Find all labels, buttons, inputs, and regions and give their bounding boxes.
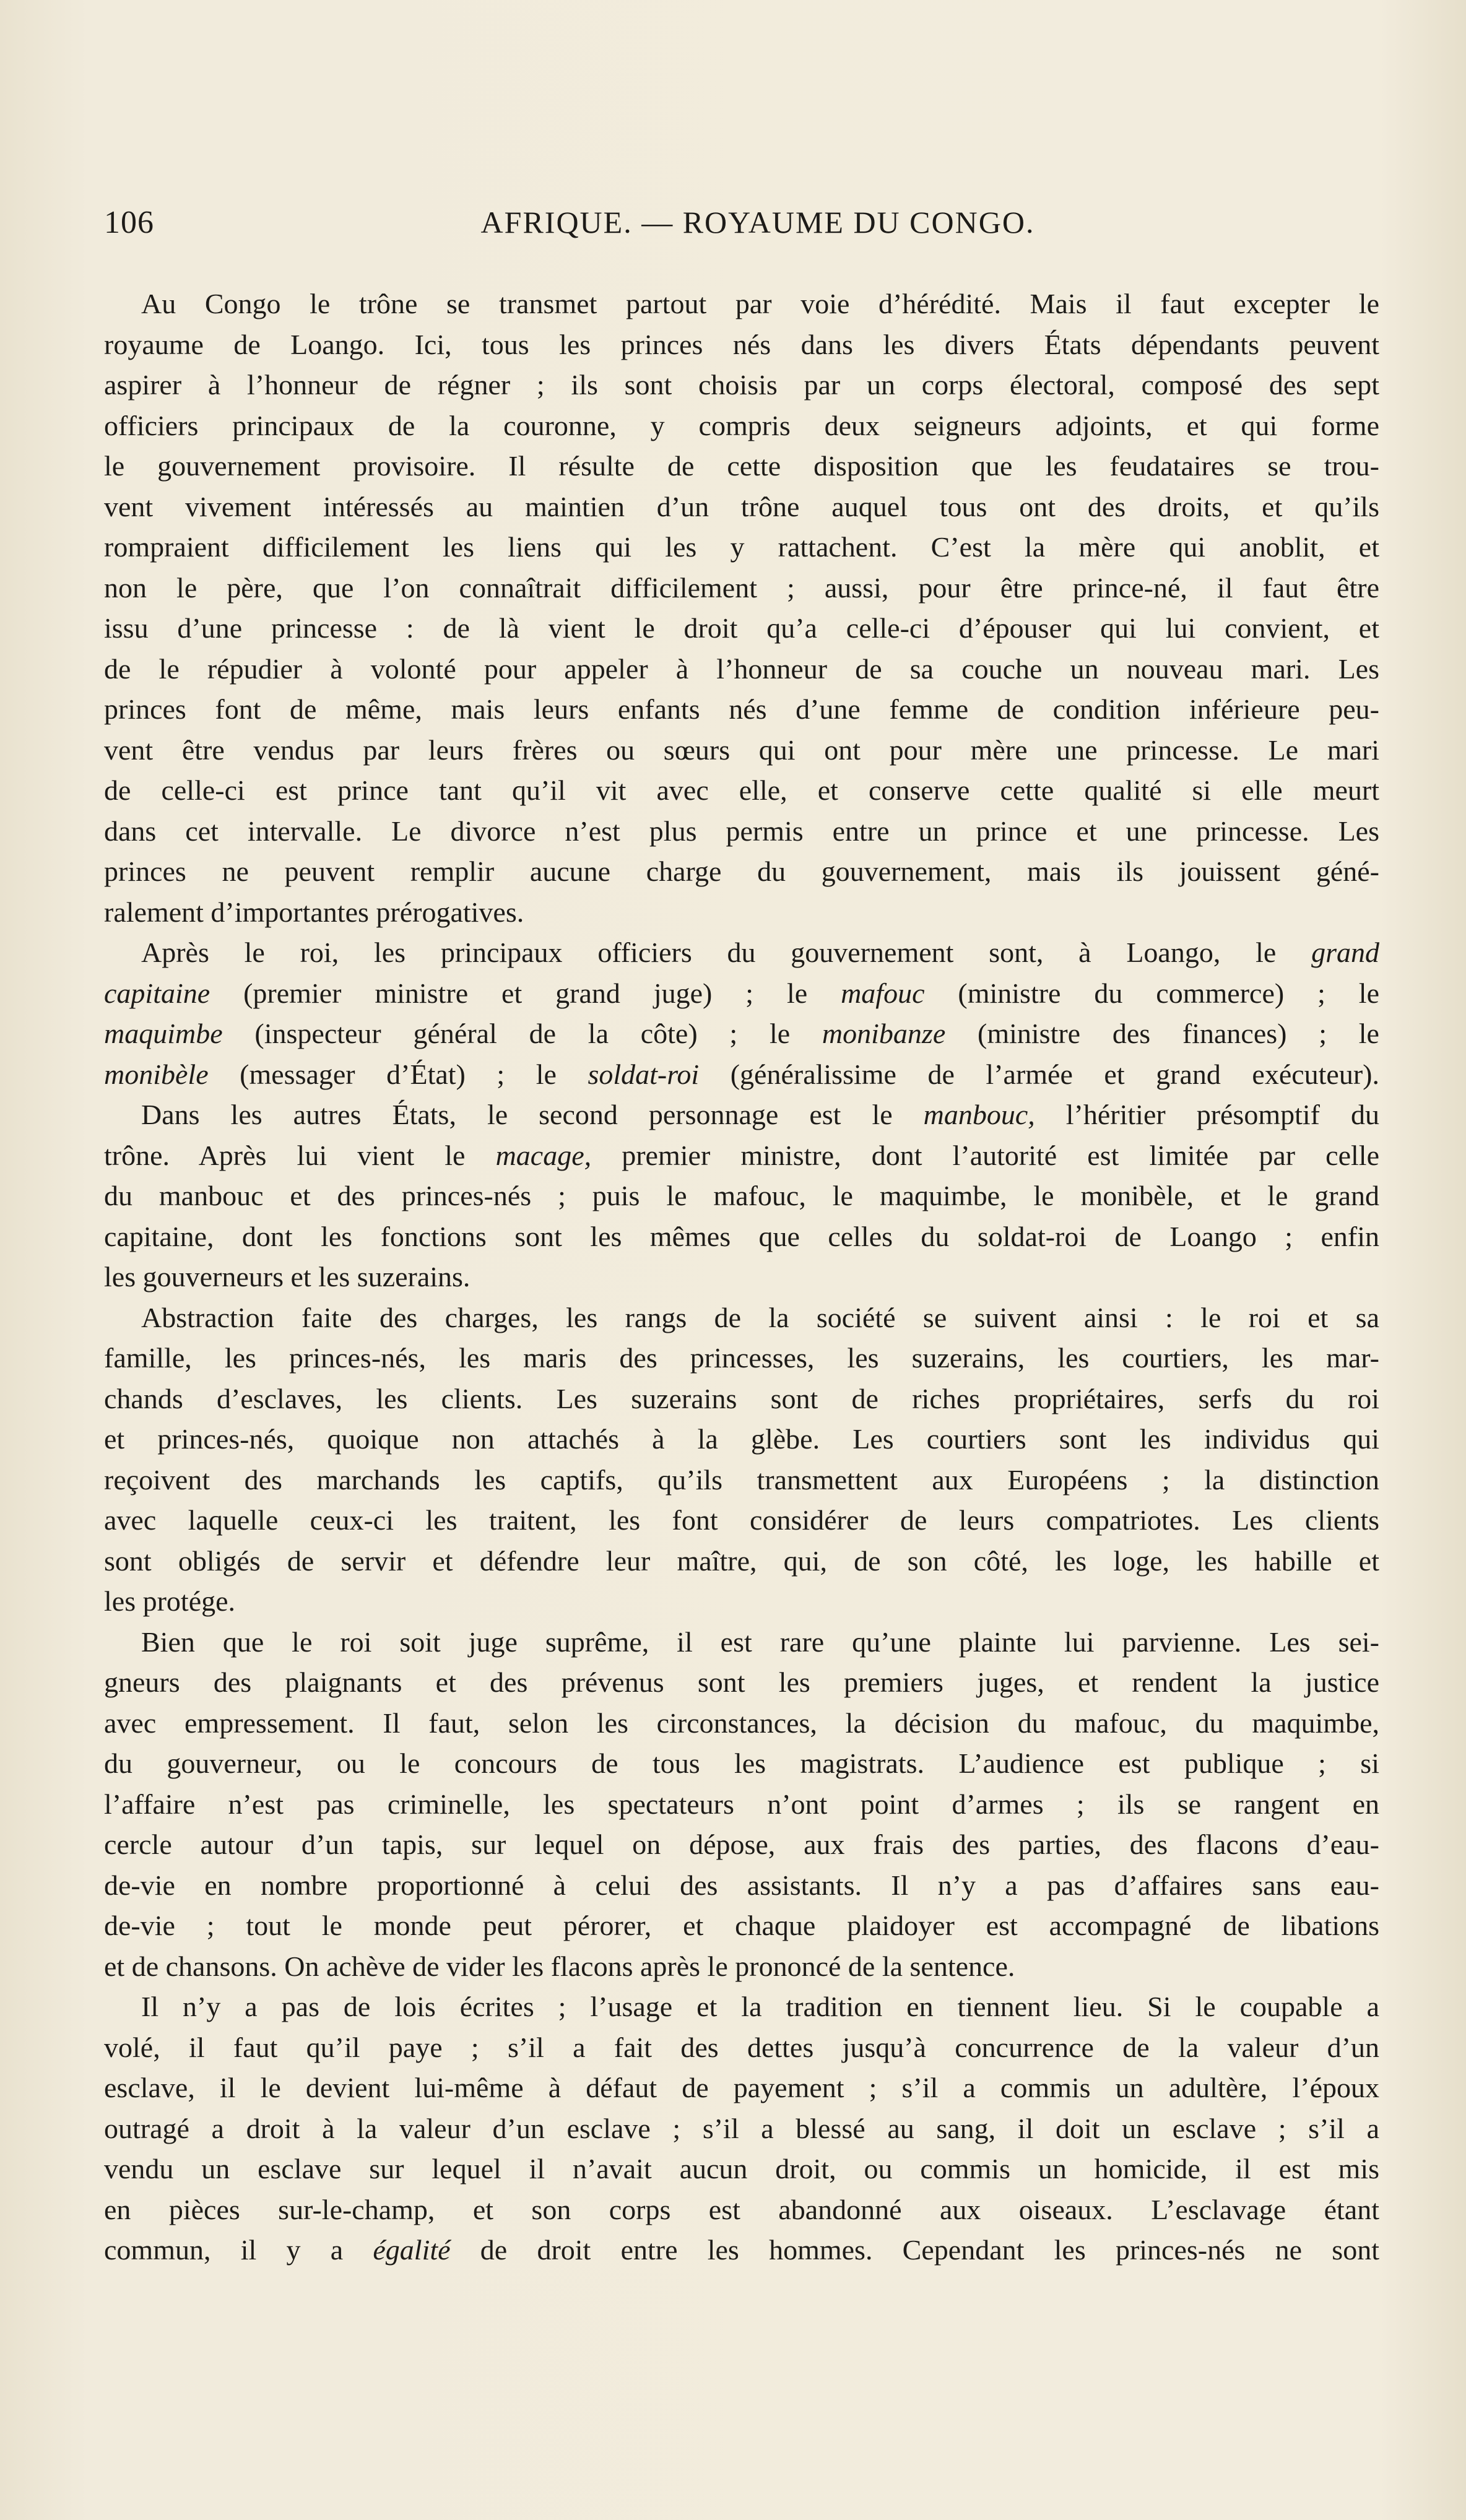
text-line: issu d’une princesse : de là vient le droit qu’a celle-ci d’épouser qui lui convient, et (104, 612, 1379, 644)
text-line: vent vivement intéressés au maintien d’un trône auquel tous ont des droits, et qu’ils (104, 490, 1379, 522)
text-line: Bien que le roi soit juge suprême, il est rare qu’une plainte lui parvienne. Les sei- (141, 1626, 1379, 1658)
text-line: gneurs des plaignants et des prévenus sont les premiers juges, et rendent la justice (104, 1666, 1379, 1698)
text-line: reçoivent des marchands les captifs, qu’ils transmettent aux Européens ; la distinction (104, 1463, 1379, 1496)
text-line: Au Congo le trône se transmet partout par voie d’hérédité. Mais il faut excepter le (141, 288, 1379, 319)
text-line: l’affaire n’est pas criminelle, les spectateurs n’ont point d’armes ; ils se rangent en (104, 1788, 1379, 1820)
text-line: princes ne peuvent remplir aucune charge du gouvernement, mais ils jouissent géné- (104, 855, 1379, 887)
text-line: du gouverneur, ou le concours de tous les magistrats. L’audience est publique ; si (104, 1747, 1379, 1779)
text-line: outragé a droit à la valeur d’un esclave ; s’il a blessé au sang, il doit un esclave ; s’il a (104, 2112, 1379, 2144)
text-line: Après le roi, les principaux officiers du gouvernement sont, à Loango, le grand (141, 937, 1379, 968)
text-line: cercle autour d’un tapis, sur lequel on dépose, aux frais des parties, des flacons d’eau- (104, 1829, 1379, 1860)
text-line: avec empressement. Il faut, selon les circonstances, la décision du mafouc, du maquimbe, (104, 1707, 1379, 1739)
text-line: Il n’y a pas de lois écrites ; l’usage et la tradition en tiennent lieu. Si le coupable a (141, 1991, 1379, 2022)
text-line: ralement d’importantes prérogatives. (104, 896, 524, 928)
text-line: de le répudier à volonté pour appeler à l’honneur de sa couche un nouveau mari. Les (104, 652, 1379, 685)
text-line: et de chansons. On achève de vider les flacons après le prononcé de la sentence. (104, 1950, 1015, 1982)
text-line: avec laquelle ceux-ci les traitent, les font considérer de leurs compatriotes. Les clients (104, 1504, 1379, 1536)
text-line: et princes-nés, quoique non attachés à la glèbe. Les courtiers sont les individus qui (104, 1423, 1379, 1455)
text-line: non le père, que l’on connaîtrait difficilement ; aussi, pour être prince-né, il faut être (104, 571, 1379, 604)
text-line: officiers principaux de la couronne, y compris deux seigneurs adjoints, et qui forme (104, 409, 1379, 441)
text-line: de-vie en nombre proportionné à celui des assistants. Il n’y a pas d’affaires sans eau- (104, 1869, 1379, 1901)
text-line: commun, il y a égalité de droit entre les hommes. Cependant les princes-nés ne sont (104, 2234, 1379, 2266)
text-line: capitaine (premier ministre et grand juge) ; le mafouc (ministre du commerce) ; le (104, 977, 1379, 1009)
running-title: AFRIQUE. — ROYAUME DU CONGO. (480, 205, 1035, 240)
text-line: Dans les autres États, le second personnage est le manbouc, l’héritier présomptif du (141, 1099, 1379, 1130)
text-line: aspirer à l’honneur de régner ; ils sont choisis par un corps électoral, composé des sept (104, 369, 1379, 401)
text-line: le gouvernement provisoire. Il résulte de cette disposition que les feudataires se trou- (104, 450, 1379, 482)
text-line: monibèle (messager d’État) ; le soldat-roi (généralissime de l’armée et grand exécuteur). (104, 1058, 1379, 1090)
text-line: capitaine, dont les fonctions sont les mêmes que celles du soldat-roi de Loango ; enfin (104, 1220, 1379, 1252)
page-number: 106 (104, 205, 154, 240)
text-line: dans cet intervalle. Le divorce n’est plus permis entre un prince et une princesse. Les (104, 815, 1379, 847)
text-line: de celle-ci est prince tant qu’il vit avec elle, et conserve cette qualité si elle meurt (104, 774, 1379, 806)
text-line: trône. Après lui vient le macage, premier ministre, dont l’autorité est limitée par celle (104, 1139, 1379, 1171)
text-line: princes font de même, mais leurs enfants nés d’une femme de condition inférieure peu- (104, 693, 1379, 725)
text-line: les gouverneurs et les suzerains. (104, 1261, 471, 1292)
page-header (104, 204, 1374, 254)
text-line: chands d’esclaves, les clients. Les suzerains sont de riches propriétaires, serfs du roi (104, 1382, 1379, 1414)
text-line: vent être vendus par leurs frères ou sœurs qui ont pour mère une princesse. Le mari (104, 734, 1379, 766)
body-text (104, 284, 1379, 2271)
text-line: en pièces sur-le-champ, et son corps est abandonné aux oiseaux. L’esclavage étant (104, 2193, 1379, 2225)
text-line: maquimbe (inspecteur général de la côte) ; le monibanze (ministre des finances) ; le (104, 1018, 1379, 1049)
text-line: royaume de Loango. Ici, tous les princes nés dans les divers États dépendants peuvent (104, 328, 1379, 360)
text-line: de-vie ; tout le monde peut pérorer, et chaque plaidoyer est accompagné de libations (104, 1910, 1379, 1941)
text-line: du manbouc et des princes-nés ; puis le mafouc, le maquimbe, le monibèle, et le grand (104, 1180, 1379, 1211)
text-line: les protége. (104, 1585, 236, 1617)
text-line: esclave, il le devient lui-même à défaut de payement ; s’il a commis un adultère, l’époux (104, 2072, 1379, 2103)
text-line: sont obligés de servir et défendre leur maître, qui, de son côté, les loge, les habille et (104, 1544, 1379, 1577)
text-line: vendu un esclave sur lequel il n’avait aucun droit, ou commis un homicide, il est mis (104, 2153, 1379, 2184)
text-line: volé, il faut qu’il paye ; s’il a fait des dettes jusqu’à concurrence de la valeur d’un (104, 2031, 1379, 2063)
text-line: famille, les princes-nés, les maris des princesses, les suzerains, les courtiers, les mar- (104, 1342, 1379, 1374)
text-line: rompraient difficilement les liens qui les y rattachent. C’est la mère qui anoblit, et (104, 531, 1379, 563)
text-line: Abstraction faite des charges, les rangs de la société se suivent ainsi : le roi et sa (141, 1301, 1379, 1333)
